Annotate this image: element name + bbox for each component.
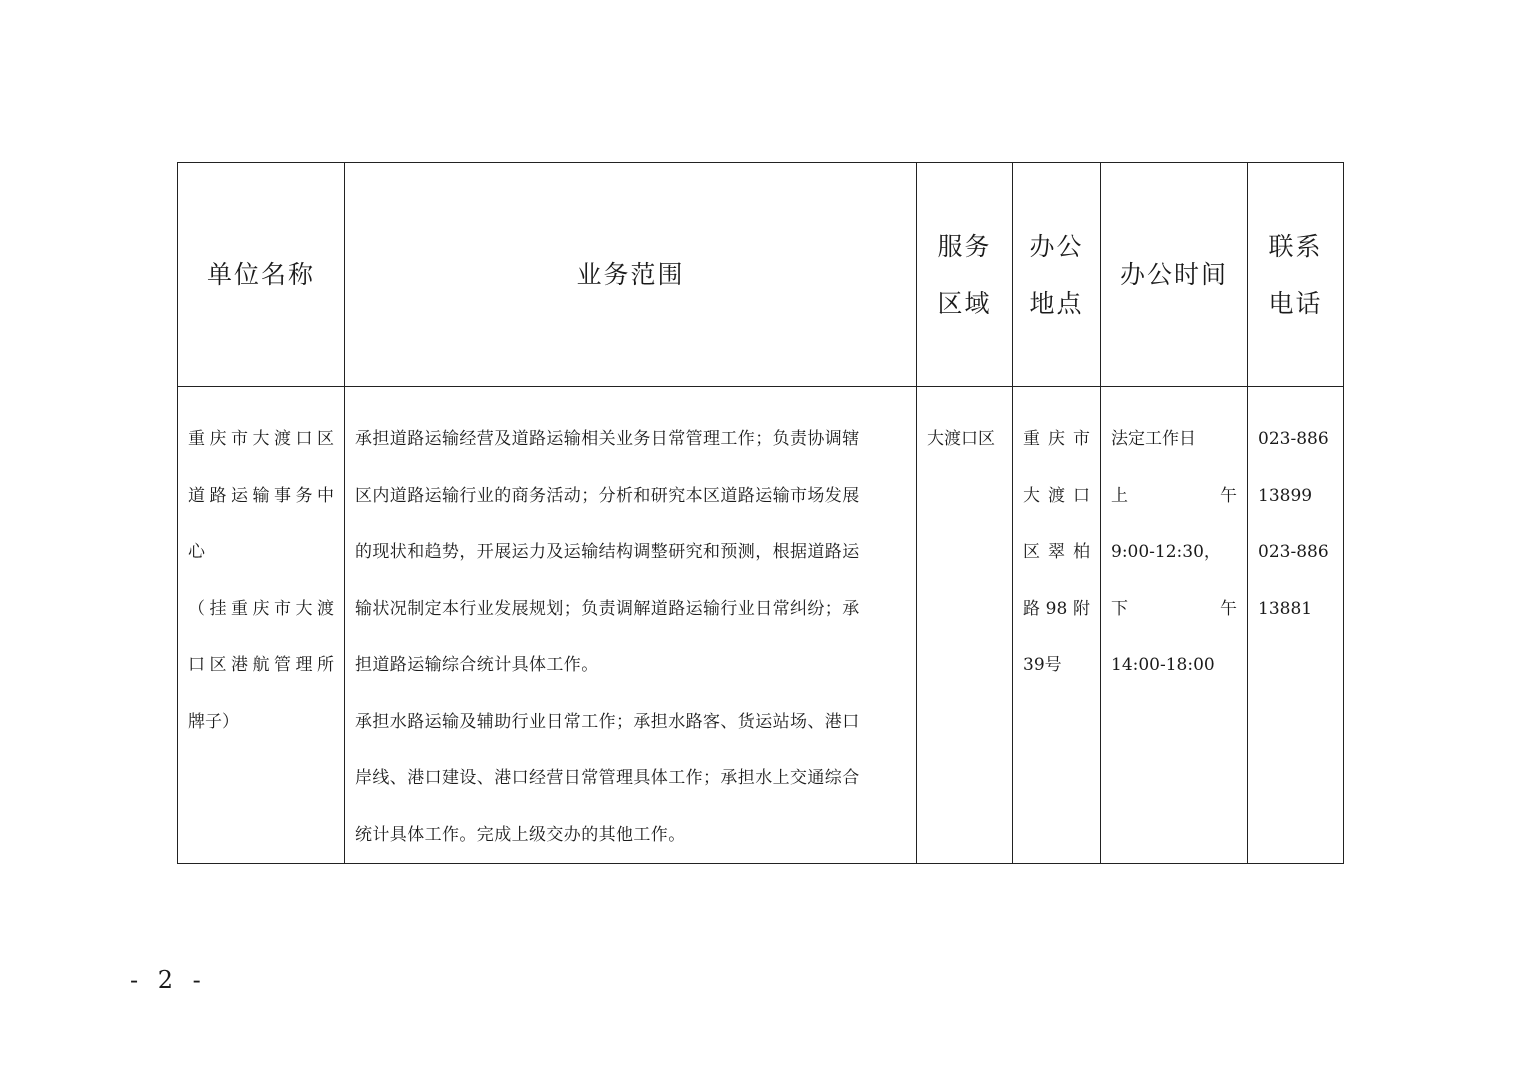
cell-service-area <box>917 387 1013 864</box>
unit-name-line: （挂重庆市大渡 <box>188 598 334 619</box>
address-line: 路98附 <box>1023 598 1090 619</box>
scope-line: 承担水路运输及辅助行业日常工作；承担水路客、货运站场、港口 <box>355 711 860 732</box>
hours-line: 9:00-12:30， <box>1111 542 1221 562</box>
scope-line: 承担道路运输经营及道路运输相关业务日常管理工作；负责协调辖 <box>355 429 860 449</box>
address-line: 大渡口 <box>1023 485 1090 506</box>
unit-name-line: 牌子） <box>188 711 239 732</box>
cell-contact-phone <box>1248 387 1344 864</box>
cell-office-address <box>1013 387 1101 864</box>
hours-line: 上 午 <box>1111 485 1237 506</box>
phone-line: 023-886 <box>1258 429 1329 449</box>
header-contact-phone-line: 电话 <box>1268 288 1323 318</box>
header-contact-phone-line: 联系 <box>1268 231 1323 261</box>
cell-business-scope <box>345 387 917 864</box>
table-header-row <box>178 163 1344 387</box>
header-service-area-line: 区域 <box>937 288 992 318</box>
address-line: 39号 <box>1023 655 1062 675</box>
header-unit-name: 单位名称 <box>178 163 345 387</box>
header-office-address <box>1013 163 1101 387</box>
phone-line: 13899 <box>1258 485 1313 506</box>
address-line: 重庆市 <box>1023 429 1090 449</box>
page-number: - 2 - <box>130 966 207 994</box>
unit-name-line: 道路运输事务中 <box>188 485 334 506</box>
unit-name-line: 口区港航管理所 <box>188 655 334 675</box>
scope-line: 统计具体工作。完成上级交办的其他工作。 <box>355 824 686 845</box>
scope-line: 区内道路运输行业的商务活动；分析和研究本区道路运输市场发展 <box>355 485 860 506</box>
hours-line: 法定工作日 <box>1111 429 1196 449</box>
unit-name-line: 重庆市大渡口区 <box>188 429 334 449</box>
header-office-address-line: 地点 <box>1029 288 1084 318</box>
unit-name-line: 心 <box>188 542 205 562</box>
phone-line: 023-886 <box>1258 542 1329 562</box>
phone-line: 13881 <box>1258 598 1313 619</box>
header-service-area-line: 服务 <box>937 231 992 261</box>
hours-line: 下 午 <box>1111 598 1237 619</box>
header-service-area <box>917 163 1013 387</box>
header-business-scope: 业务范围 <box>345 163 917 387</box>
address-line: 区翠柏 <box>1023 542 1090 562</box>
service-area-value: 大渡口区 <box>927 429 995 449</box>
scope-line: 输状况制定本行业发展规划；负责调解道路运输行业日常纠纷；承 <box>355 598 860 619</box>
cell-office-hours <box>1101 387 1248 864</box>
header-contact-phone <box>1248 163 1344 387</box>
scope-line: 担道路运输综合统计具体工作。 <box>355 655 599 675</box>
scope-line: 岸线、港口建设、港口经营日常管理具体工作；承担水上交通综合 <box>355 768 860 788</box>
scope-line: 的现状和趋势，开展运力及运输结构调整研究和预测，根据道路运 <box>355 542 860 562</box>
cell-unit-name <box>178 387 345 864</box>
header-office-hours: 办公时间 <box>1101 163 1248 387</box>
hours-line: 14:00-18:00 <box>1111 655 1215 675</box>
header-office-address-line: 办公 <box>1029 231 1084 261</box>
table-row <box>178 387 1344 864</box>
service-table <box>177 162 1344 864</box>
